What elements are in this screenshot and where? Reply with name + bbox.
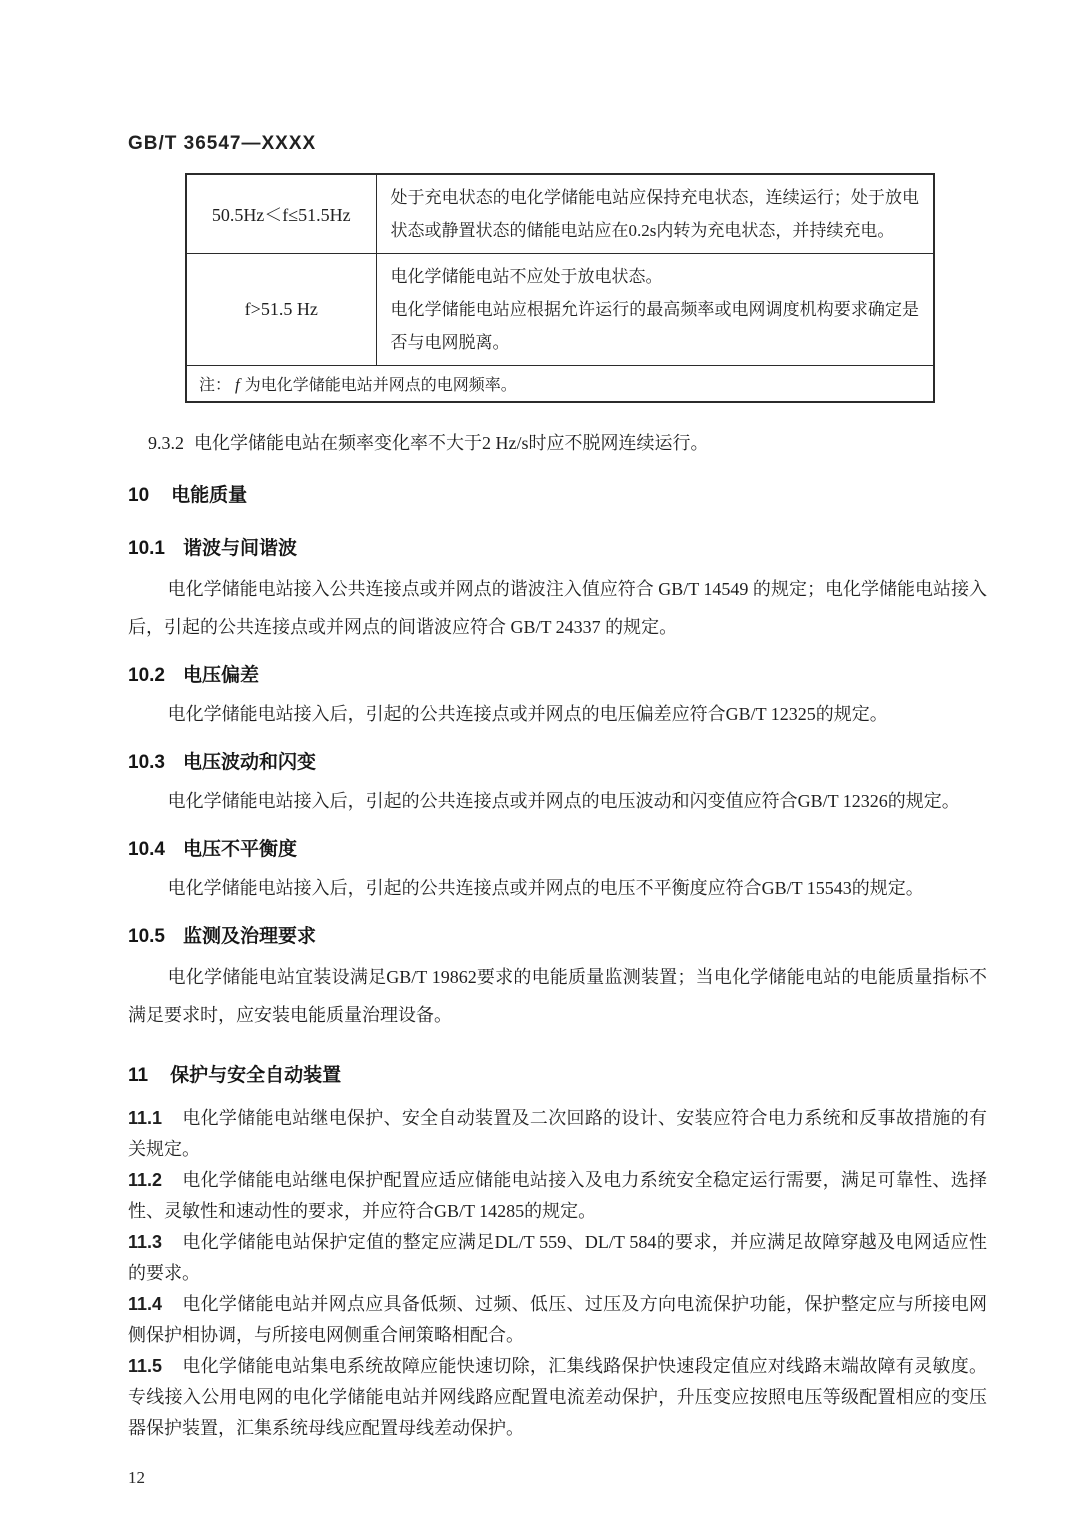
section-10-2-heading <box>128 664 987 687</box>
clause-11-5 <box>128 1351 987 1444</box>
chapter-number: 10 <box>128 484 150 506</box>
table-row-frequency-band-2 <box>186 254 934 366</box>
clause-number: 11.2 <box>128 1169 163 1190</box>
note-text: 为电化学储能电站并网点的电网频率。 <box>244 376 517 394</box>
clause-11-1 <box>128 1103 987 1165</box>
clause-number: 9.3.2 <box>148 432 184 453</box>
note-frequency-symbol: f <box>235 374 240 394</box>
clause-text: 电化学储能电站并网点应具备低频、过频、低压、过压及方向电流保护功能，保护整定应与所接电网侧保护相协调，与所接电网侧重合闸策略相配合。 <box>128 1293 987 1345</box>
clause-11-2 <box>128 1165 987 1227</box>
chapter-number: 11 <box>128 1064 149 1086</box>
section-number: 10.1 <box>128 537 165 559</box>
section-number: 10.3 <box>128 751 165 773</box>
section-10-1-body: 电化学储能电站接入公共连接点或并网点的谐波注入值应符合 GB/T 14549 的规定；电化学储能电站接入后，引起的公共连接点或并网点的间谐波应符合 GB/T 24337 的规定。 <box>128 578 987 637</box>
section-10-5-body: 电化学储能电站宜装设满足GB/T 19862要求的电能质量监测装置；当电化学储能电站的电能质量指标不满足要求时，应安装电能质量治理设备。 <box>128 966 987 1025</box>
page-number: 12 <box>128 1467 145 1487</box>
clause-text: 电化学储能电站在频率变化率不大于2 Hz/s时应不脱网连续运行。 <box>194 432 709 453</box>
section-title: 监测及治理要求 <box>182 925 316 947</box>
clause-text: 电化学储能电站集电系统故障应能快速切除，汇集线路保护快速段定值应对线路末端故障有灵敏度。专线接入公用电网的电化学储能电站并网线路应配置电流差动保护，升压变应按照电压等级配置相应的变压器保护装置，汇集系统母线应配置母线差动保护。 <box>128 1355 987 1438</box>
requirement-text: 电化学储能电站应根据允许运行的最高频率或电网调度机构要求确定是否与电网脱离。 <box>390 300 919 352</box>
section-number: 10.5 <box>128 925 165 947</box>
frequency-range-cell: f>51.5 Hz <box>186 254 376 366</box>
section-title: 电压波动和闪变 <box>182 751 316 773</box>
clause-text: 电化学储能电站继电保护配置应适应储能电站接入及电力系统安全稳定运行需要，满足可靠性、选择性、灵敏性和速动性的要求，并应符合GB/T 14285的规定。 <box>128 1169 987 1221</box>
clause-number: 11.5 <box>128 1355 163 1376</box>
section-title: 电压不平衡度 <box>182 838 297 860</box>
requirement-cell <box>376 254 934 366</box>
section-title: 电压偏差 <box>182 664 259 686</box>
clause-text: 电化学储能电站保护定值的整定应满足DL/T 559、DL/T 584的要求，并应满足故障穿越及电网适应性的要求。 <box>128 1231 987 1283</box>
section-10-4-body: 电化学储能电站接入后，引起的公共连接点或并网点的电压不平衡度应符合GB/T 15543的规定。 <box>167 877 924 898</box>
frequency-range-cell: 50.5Hz＜f≤51.5Hz <box>186 174 376 254</box>
note-prefix: 注： <box>199 376 232 394</box>
chapter-11-heading <box>128 1064 987 1087</box>
table-note-cell <box>186 366 934 402</box>
section-10-1-heading <box>128 537 987 560</box>
section-number: 10.4 <box>128 838 165 860</box>
requirement-text: 电化学储能电站不应处于放电状态。 <box>390 267 663 286</box>
section-10-5-heading <box>128 925 987 948</box>
section-number: 10.2 <box>128 664 165 686</box>
chapter-10-heading <box>128 484 987 507</box>
clause-11-4 <box>128 1289 987 1351</box>
chapter-title: 保护与安全自动装置 <box>170 1064 342 1086</box>
clause-9-3-2 <box>128 433 987 454</box>
frequency-response-table <box>185 173 935 403</box>
clause-11-3 <box>128 1227 987 1289</box>
section-title: 谐波与间谐波 <box>182 537 297 559</box>
section-10-3-body: 电化学储能电站接入后，引起的公共连接点或并网点的电压波动和闪变值应符合GB/T 12326的规定。 <box>167 790 960 811</box>
requirement-text: 处于充电状态的电化学储能电站应保持充电状态，连续运行；处于放电状态或静置状态的储能电站应在0.2s内转为充电状态，并持续充电。 <box>390 188 919 240</box>
section-10-4-heading <box>128 838 987 861</box>
chapter-11-clauses <box>128 1103 987 1444</box>
table-note-row <box>186 366 934 402</box>
requirement-cell <box>376 174 934 254</box>
chapter-title: 电能质量 <box>171 484 248 506</box>
doc-code-header: GB/T 36547—XXXX <box>128 133 317 154</box>
table-row-frequency-band-1 <box>186 174 934 254</box>
clause-number: 11.3 <box>128 1231 163 1252</box>
section-10-2-body: 电化学储能电站接入后，引起的公共连接点或并网点的电压偏差应符合GB/T 12325的规定。 <box>167 703 888 724</box>
clause-number: 11.1 <box>128 1107 163 1128</box>
clause-text: 电化学储能电站继电保护、安全自动装置及二次回路的设计、安装应符合电力系统和反事故措施的有关规定。 <box>128 1107 987 1159</box>
clause-number: 11.4 <box>128 1293 163 1314</box>
section-10-3-heading <box>128 751 987 774</box>
